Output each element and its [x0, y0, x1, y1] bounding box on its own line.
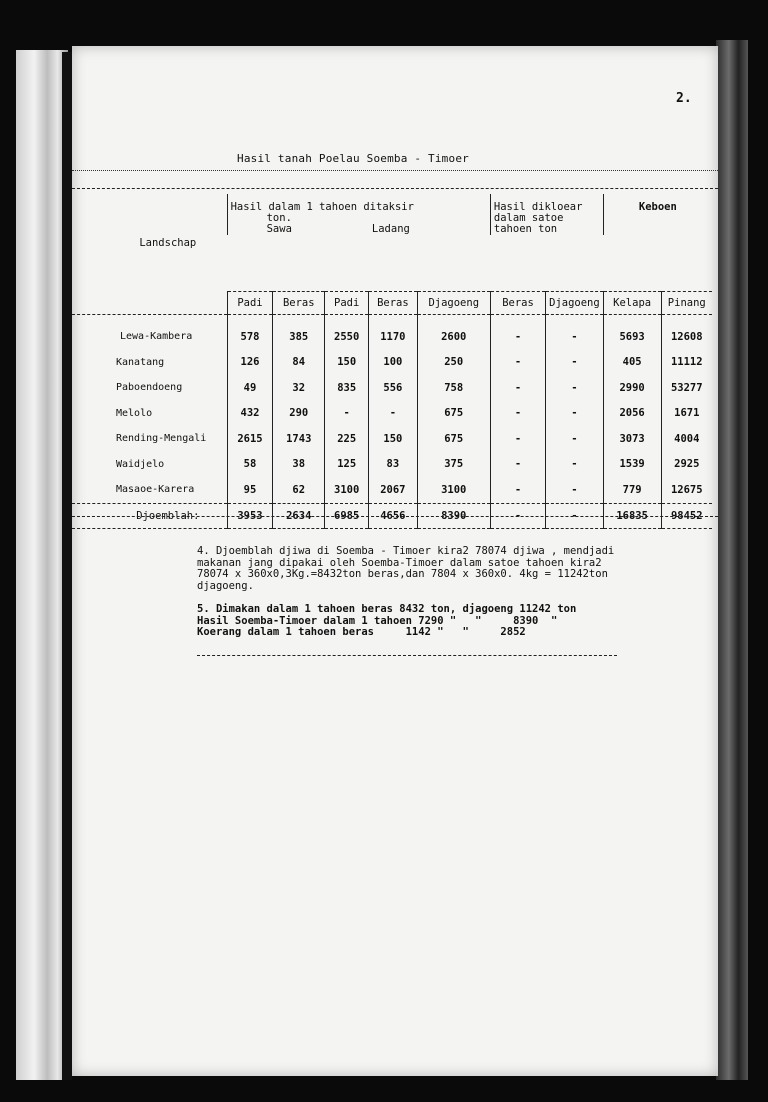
header-hasil-line1: Hasil dalam 1 tahoen ditaksir	[230, 201, 414, 213]
cell: 2990	[603, 375, 661, 401]
total-cell: 2634	[273, 503, 325, 528]
cell: -	[546, 426, 604, 452]
column-header: Beras	[273, 291, 325, 314]
cell: 779	[603, 477, 661, 503]
cell: 2600	[417, 324, 490, 350]
cell: 150	[325, 350, 369, 376]
column-header: Padi	[325, 291, 369, 314]
column-header: Kelapa	[603, 291, 661, 314]
cell: 225	[325, 426, 369, 452]
header-blank	[72, 291, 227, 314]
cell: 290	[273, 401, 325, 427]
cell: 11112	[661, 350, 712, 376]
cell: 675	[417, 401, 490, 427]
cell: 49	[227, 375, 273, 401]
cell: 4004	[661, 426, 712, 452]
cell: -	[490, 350, 545, 376]
harvest-table	[72, 194, 712, 529]
cell: 2067	[369, 477, 417, 503]
cell: 250	[417, 350, 490, 376]
cell: 3100	[325, 477, 369, 503]
cell: -	[546, 477, 604, 503]
cell: -	[490, 401, 545, 427]
row-name: Melolo	[116, 407, 153, 419]
binder-edge	[62, 52, 72, 1080]
cell: 12608	[661, 324, 712, 350]
cell: 125	[325, 452, 369, 478]
cell: 38	[273, 452, 325, 478]
table-row	[72, 375, 712, 401]
table-group-header	[72, 194, 712, 235]
cell: -	[490, 324, 545, 350]
table-row	[72, 452, 712, 478]
header-ladang: Ladang	[371, 223, 410, 235]
row-name: Paboendoeng	[116, 382, 183, 394]
column-header: Djagoeng	[417, 291, 490, 314]
cell: 62	[273, 477, 325, 503]
header-group-keloear	[490, 194, 603, 235]
total-cell: -	[546, 503, 604, 528]
row-name: Masaoe-Karera	[116, 484, 195, 496]
note-5-line-1: 5. Dimakan dalam 1 tahoen beras 8432 ton, djagoeng 11242 ton	[197, 603, 577, 615]
cell: 2615	[227, 426, 273, 452]
cell: 58	[227, 452, 273, 478]
total-cell: 98452	[661, 503, 712, 528]
total-cell: 3953	[227, 503, 273, 528]
cell: 5693	[603, 324, 661, 350]
cell: 556	[369, 375, 417, 401]
row-name: Kanatang	[116, 356, 165, 368]
note-4-line-4: djagoeng.	[197, 579, 254, 592]
note-5-line-3: Koerang dalam 1 tahoen beras 1142 " " 2852	[197, 626, 526, 638]
column-header: Pinang	[661, 291, 712, 314]
header-hasil-line2: ton.	[266, 212, 292, 224]
cell: 835	[325, 375, 369, 401]
document-title: Hasil tanah Poelau Soemba - Timoer	[237, 152, 469, 165]
page-stack-edge	[716, 40, 748, 1080]
table-bottom-rule	[72, 516, 718, 517]
cell: -	[490, 452, 545, 478]
cell: 1671	[661, 401, 712, 427]
cell: 675	[417, 426, 490, 452]
cell: 2056	[603, 401, 661, 427]
cell: 32	[273, 375, 325, 401]
cell: 12675	[661, 477, 712, 503]
row-name: Rending-Mengali	[116, 433, 207, 445]
cell: -	[490, 477, 545, 503]
cell: -	[369, 401, 417, 427]
cell: 2550	[325, 324, 369, 350]
column-header: Beras	[369, 291, 417, 314]
note-4-line-3: 78074 x 360x0,3Kg.=8432ton beras,dan 7804 x 360x0. 4kg = 11242ton	[197, 568, 608, 580]
binder-spine	[16, 50, 68, 1080]
note-4	[197, 546, 717, 592]
title-dotted-rule	[72, 170, 718, 171]
header-keloear-line3: tahoen ton	[493, 223, 558, 235]
cell: 53277	[661, 375, 712, 401]
cell: -	[490, 426, 545, 452]
cell: 1743	[273, 426, 325, 452]
cell: -	[546, 452, 604, 478]
row-name: Waidjelo	[116, 458, 165, 470]
total-cell: 6985	[325, 503, 369, 528]
document-page	[72, 46, 718, 1076]
page-number: 2.	[676, 91, 692, 106]
cell: 126	[227, 350, 273, 376]
cell: 375	[417, 452, 490, 478]
cell: 95	[227, 477, 273, 503]
table-column-header	[72, 291, 712, 314]
header-keloear-line2: dalam satoe	[493, 212, 564, 224]
header-group-hasil	[227, 194, 490, 235]
header-landschap: Landschap	[139, 236, 197, 249]
cell: 3100	[417, 477, 490, 503]
cell: -	[546, 350, 604, 376]
cell: -	[546, 375, 604, 401]
total-label: Djoemblah:	[72, 503, 227, 528]
note-5	[197, 604, 717, 639]
cell: 2925	[661, 452, 712, 478]
cell: -	[546, 401, 604, 427]
note-5-line-2: Hasil Soemba-Timoer dalam 1 tahoen 7290 " " 8390 "	[197, 614, 558, 627]
table-row	[72, 426, 712, 452]
cell: 83	[369, 452, 417, 478]
total-cell: -	[490, 503, 545, 528]
total-cell: 8390	[417, 503, 490, 528]
total-cell: 4656	[369, 503, 417, 528]
column-header: Beras	[490, 291, 545, 314]
header-keboen: Keboen	[638, 201, 677, 213]
cell: 405	[603, 350, 661, 376]
cell: 1539	[603, 452, 661, 478]
column-header: Djagoeng	[546, 291, 604, 314]
table-top-rule	[72, 188, 718, 189]
table-row	[72, 350, 712, 376]
note-4-line-1: 4. Djoemblah djiwa di Soemba - Timoer kira2 78074 djiwa , mendjadi	[197, 545, 615, 557]
row-name: Lewa-Kambera	[120, 331, 193, 343]
cell: 1170	[369, 324, 417, 350]
table-row	[72, 324, 712, 350]
notes-section	[197, 546, 717, 651]
table-row	[72, 401, 712, 427]
cell: 150	[369, 426, 417, 452]
table-row	[72, 477, 712, 503]
header-keloear-line1: Hasil dikloear	[493, 201, 583, 213]
cell: 100	[369, 350, 417, 376]
cell: 758	[417, 375, 490, 401]
column-header: Padi	[227, 291, 273, 314]
cell: -	[546, 324, 604, 350]
notes-end-rule	[197, 655, 617, 656]
header-sawa: Sawa	[266, 223, 292, 235]
cell: 385	[273, 324, 325, 350]
cell: 432	[227, 401, 273, 427]
cell: 3073	[603, 426, 661, 452]
cell: -	[490, 375, 545, 401]
note-4-line-2: makanan jang dipakai oleh Soemba-Timoer dalam satoe tahoen kira2	[197, 556, 602, 569]
cell: -	[325, 401, 369, 427]
total-cell: 16835	[603, 503, 661, 528]
header-group-keboen	[603, 194, 712, 235]
cell: 84	[273, 350, 325, 376]
cell: 578	[227, 324, 273, 350]
